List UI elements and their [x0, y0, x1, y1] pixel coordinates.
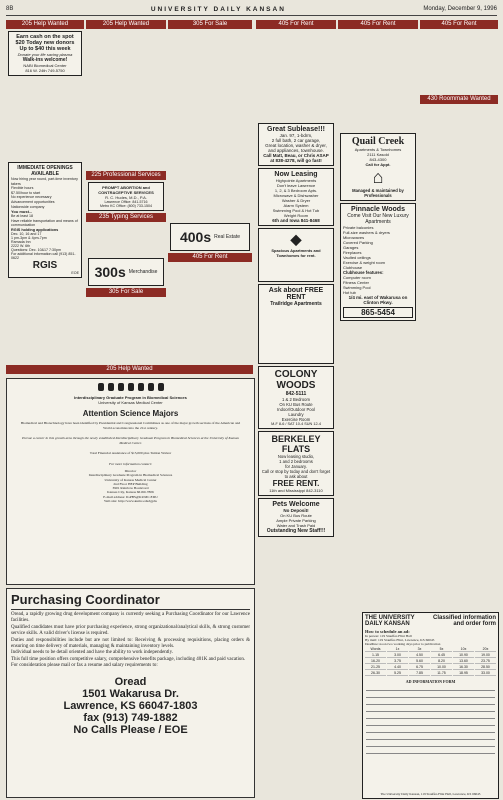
form-title: Classified information and order form [432, 615, 496, 627]
howto-line: By mail: 119 Stauffer-Flint, Lawrence, KS 66045 [365, 638, 435, 642]
sublease-ad [258, 123, 334, 166]
prompt-name: R. C. Hudes, M.D., P.A. [105, 195, 147, 200]
rgis-phone: For additional information call (913) 851-0622 [11, 251, 76, 260]
merchandise-banner [88, 258, 164, 286]
nabi-line-4: Donate your life saving plasma [17, 52, 73, 57]
pinnacle-ext: Swimming Pool [343, 285, 371, 290]
rates-cell: 19.00 [475, 653, 496, 658]
rates-cell: 3.00 [387, 653, 408, 658]
pinnacle-woods-ad [340, 203, 416, 321]
rates-cell: 5.60 [409, 659, 430, 664]
berkeley-line: Now leasing studio, [277, 454, 315, 459]
rates-col-header: Words [365, 647, 386, 652]
form-line[interactable] [366, 741, 495, 747]
purchasing-title: Purchasing Coordinator [11, 592, 160, 607]
pets-hiring: Outstanding New Staff!!! [266, 528, 326, 534]
rgis-line-1: Now hiring year round, part-time inventory takers [11, 177, 78, 186]
leasing-line: Weight Room [283, 213, 309, 218]
attention-ad [6, 378, 255, 585]
rates-cell: 26-30 [365, 671, 386, 676]
form-line[interactable] [366, 685, 495, 691]
pinnacle-title: Pinnacle Woods [351, 206, 405, 213]
pinnacle-come: Come Visit Our New Luxury Apartments [347, 213, 409, 225]
roommate-header: 430 Roommate Wanted [420, 95, 498, 104]
trailridge-logo-icon: ◆ [290, 231, 302, 247]
purchasing-addr-2: Lawrence, KS 66047-1803 [63, 699, 198, 712]
rates-col-header: 3x [409, 647, 430, 652]
quail-sub: Apartments & Townhomes [354, 147, 402, 152]
purchasing-p1: Oread, a rapidly growing drug development company is currently seeking a Purchasing Coordinator for our Lawrence facilities. [11, 612, 250, 624]
spacious-ad [258, 228, 334, 282]
rates-cell: 4.40 [387, 665, 408, 670]
prompt-title: PROMPT ABORTION and CONTRACEPTIVE SERVICES [98, 185, 154, 195]
quail-title: Quail Creek [351, 136, 405, 147]
ask-sub: Trailridge Apartments [270, 301, 322, 307]
rates-cell: 1-15 [365, 653, 386, 658]
colony-hours: M-F 8-6 / SAT 10-4 SUN 12-4 [271, 422, 321, 426]
column-help-wanted-1 [6, 20, 84, 360]
berkeley-title: BERKELEY FLATS [271, 434, 321, 454]
form-line[interactable] [366, 727, 495, 733]
rgis-line-3: $7.50/hour to start [11, 190, 41, 195]
rgis-title: IMMEDIATE OPENINGS AVAILABLE [17, 165, 73, 177]
nabi-line-5: Walk-ins welcome! [22, 57, 68, 63]
masthead [6, 3, 497, 16]
section-header: 205 Help Wanted [86, 20, 166, 29]
rates-col-header: 10x [453, 647, 474, 652]
section-header: 205 Help Wanted [6, 20, 84, 29]
berkeley-line: 1 and 2 bedrooms [279, 459, 313, 464]
prompt-phone: Lawrence Office: 841-5716 [104, 200, 148, 204]
trailridge-ad [258, 284, 334, 364]
pinnacle-ext: Fitness Center [343, 280, 370, 285]
colony-woods-ad [258, 366, 334, 429]
pets-sub: No Deposit! [283, 508, 309, 513]
colony-title: COLONY WOODS [274, 369, 318, 391]
rates-cell: 28.50 [475, 665, 496, 670]
prompt-abortion-ad [88, 182, 164, 211]
rgis-address: 2222 W. 6th [11, 243, 31, 248]
leasing-line: Alarm System [283, 203, 309, 208]
contact-line: 3901 Rainbow Boulevard [112, 486, 149, 491]
contact-line: Web site: http://www.kumc.edu/igpbs [104, 499, 157, 504]
purchasing-p3: Duties and responsibilities include but are not limited to: Receiving & processing requisitions, placing orders & ensuring on time delivery of materials, managing & maintaining inventory levels. [11, 637, 250, 650]
nabi-line-3: Up to $40 this week [19, 46, 71, 52]
attention-body-1: Biomedical and Biotechnology have been identified by Presidential and Congressional Committees as one of the major growth sections of the American and World economies into the 21st century. [20, 421, 241, 430]
classified-text-block [168, 29, 252, 221]
colony-line: Indoor/Outdoor Pool [277, 407, 315, 412]
rates-cell: 7.85 [409, 671, 430, 676]
berkeley-flats-ad [258, 431, 334, 496]
rgis-sessions: RGIS holding applications [11, 227, 59, 232]
rgis-line-5: Advancement opportunities [11, 199, 55, 204]
form-line[interactable] [366, 699, 495, 705]
rgis-line-4: No experience necessary [11, 195, 52, 200]
howto-line: In person: 119 Stauffer-Flint Hall [365, 634, 412, 638]
rates-cell: 21-25 [365, 665, 386, 670]
purchasing-p4: Individual needs to be detail oriented and have the ability to work independently. [11, 650, 173, 656]
colony-phone: 842-5111 [285, 391, 307, 397]
rates-table [363, 646, 498, 677]
pinnacle-line: Microwaves [343, 235, 365, 240]
rates-cell: 6.75 [409, 665, 430, 670]
contact-line: University of Kansas Medical Center [104, 477, 157, 482]
leasing-line: Don't leave Lawrence [276, 183, 316, 188]
classified-text-block [338, 29, 418, 131]
form-line[interactable] [366, 713, 495, 719]
rgis-req-1: Be at least 18 [11, 214, 33, 219]
berkeley-address: 11th and Mississippi 842-3110 [269, 488, 323, 493]
rgis-line-6: Nationwide company [11, 204, 45, 209]
house-icon: ⌂ [372, 167, 384, 187]
colony-line: Laundry [288, 412, 304, 417]
rgis-line-2: Flexible hours [11, 186, 34, 191]
rates-cell: 33.00 [475, 671, 496, 676]
attention-body-2: Pursue a career in this growth area through the newly established Interdisciplinary Graduate Program in Biomedical Sciences at the University of Kansas Medical Center. [22, 436, 239, 445]
form-line[interactable] [366, 734, 495, 740]
pinnacle-line: Clubhouse [343, 265, 363, 270]
paper-name: UNIVERSITY DAILY KANSAN [150, 5, 286, 13]
purchasing-ad [6, 588, 255, 798]
column-for-rent-3 [420, 20, 498, 610]
merchandise-label: Merchandise [128, 269, 158, 275]
attention-title: Attention Science Majors [82, 409, 179, 418]
rates-cell: 16.30 [453, 665, 474, 670]
howto-line: Deadline: noon two working days prior to publication [365, 642, 441, 646]
berkeley-call: Call or stop by today and don't forget to ask about [261, 469, 331, 479]
classified-text-block [420, 104, 498, 586]
column-for-rent-1 [256, 20, 336, 796]
pinnacle-ext: Hot tub [343, 290, 356, 295]
leasing-line: Microwave & Dishwasher [273, 193, 319, 198]
classified-text-block [420, 29, 498, 95]
leasing-address: 6th and Iowa 841-8468 [272, 218, 320, 223]
rates-cell: 10.90 [453, 653, 474, 658]
pinnacle-features: Clubhouse features: [343, 270, 384, 275]
rgis-call: Questions: Dec. 10&17 7:30pm [11, 247, 61, 252]
quail-call: Call for Appt. [365, 162, 391, 167]
rgis-ad [8, 162, 82, 278]
form-line[interactable] [366, 706, 495, 712]
contact-line: Director [124, 469, 137, 473]
pinnacle-line: Vaulted ceilings [343, 255, 371, 260]
column-for-sale [168, 20, 252, 360]
pinnacle-line: Full-size washers & dryers [343, 230, 390, 235]
quail-managed: Managed & maintained by Professionals [352, 188, 404, 198]
rgis-eoe: EOE [71, 270, 79, 275]
contact-line: 2nd Floor HEP Building [113, 481, 148, 486]
purchasing-note: No Calls Please / EOE [73, 723, 188, 736]
pinnacle-line: Covered Parking [343, 240, 373, 245]
kansan-logo: THE UNIVERSITY DAILY KANSAN [365, 615, 415, 627]
rates-cell: 3.75 [387, 659, 408, 664]
nabi-line-1: Earn cash on the spot [16, 34, 74, 40]
howto-heading: How to schedule an ad: [365, 629, 410, 634]
quail-phone: 843-4300 [369, 157, 387, 162]
section-header: 405 For Rent [420, 20, 498, 29]
classified-text-block [86, 222, 166, 256]
form-line[interactable] [366, 692, 495, 698]
section-header: 405 For Rent [256, 20, 336, 29]
rgis-logo: RGIS [32, 259, 58, 271]
form-line[interactable] [366, 720, 495, 726]
nabi-line-7: 816 W. 24th 749-5750 [25, 68, 65, 73]
rates-cell: 5.25 [387, 671, 408, 676]
help-wanted-bar [6, 365, 253, 374]
colony-line: 1 & 2 Bedroom [282, 397, 310, 402]
pets-line: On KU Bus Route [280, 513, 312, 518]
rates-cell: 6.45 [431, 653, 452, 658]
form-footer: The University Daily Kansan, 119 Stauffer-Flint Hall, Lawrence, KS 66045 [380, 792, 481, 796]
issue-date: Monday, December 9, 1996 [423, 6, 497, 12]
merchandise-number: 300s [94, 264, 126, 280]
pets-line: Ample Private Parking [276, 518, 316, 523]
leasing-line: Swimming Pool & Hot Tub [272, 208, 320, 213]
section-header: 405 For Rent [338, 20, 418, 29]
pets-title: Pets Welcome [272, 501, 320, 508]
for-rent-header: 405 For Rent [168, 253, 252, 262]
spacious-title: Spacious Apartments and Townhomes for rent. [271, 248, 321, 258]
pinnacle-line: Private balconies [343, 225, 374, 230]
real-estate-banner [170, 223, 250, 251]
ask-title: Ask about FREE RENT [268, 287, 324, 301]
leasing-line: 1, 2, & 3 Bedroom Apts. [274, 188, 318, 193]
sublease-line-3: Great location, washer & dryer, and appliances, townhouse. [265, 143, 327, 153]
attention-dept: Interdisciplinary Graduate Program in Biomedical Sciences [74, 395, 187, 400]
purchasing-p2: Qualified candidates must have prior purchasing experience, strong organizational/analytical skills, & strong customer service skills. A valid driver's license is required. [11, 624, 250, 637]
attention-body-4: For more information contact: [109, 461, 152, 466]
rates-cell: 8.20 [431, 659, 452, 664]
quail-address: 2111 Kasold [367, 152, 389, 157]
purchasing-fax: fax (913) 749-1882 [83, 711, 178, 724]
sublease-line-2: 2 full bath, 2 car garage, [271, 138, 321, 143]
attention-contact [7, 469, 254, 503]
contact-line: Kansas City, Kansas 66160-7806 [107, 490, 154, 495]
berkeley-free: FREE RENT. [272, 479, 320, 488]
help-wanted-bar-label: 205 Help Wanted [106, 366, 153, 372]
purchasing-p5: This full time position offers competitive salary, comprehensive benefits package, including 401K and paid vacation. [11, 656, 246, 662]
leasing-title: Now Leasing [274, 171, 318, 178]
classified-text-block [256, 29, 336, 121]
classified-text-block [86, 29, 166, 171]
rates-cell: 4.50 [409, 653, 430, 658]
purchasing-addr-1: 1501 Wakarusa Dr. [82, 687, 179, 700]
column-help-wanted-2 [86, 20, 166, 360]
rates-cell: 10.00 [431, 665, 452, 670]
rates-cell: 16-20 [365, 659, 386, 664]
colony-line: Exercise Room [281, 417, 311, 422]
colony-line: On KU Bus Route [279, 402, 313, 407]
pets-ad [258, 498, 334, 537]
rates-cell: 13.60 [453, 659, 474, 664]
rgis-req-2: Have reliable transportation and means of communication [11, 218, 78, 228]
sublease-line-1: Jan. 97, 1-bdrm, [279, 133, 313, 138]
page-number: 8B [6, 6, 14, 12]
rates-cell: 23.75 [475, 659, 496, 664]
rates-col-header: 1x [387, 647, 408, 652]
contact-line: Interdisciplinary Graduate Program in Biomedical Sciences [88, 473, 173, 478]
rates-cell: 18.95 [453, 671, 474, 676]
pinnacle-phone: 865-5454 [343, 307, 413, 318]
sublease-title: Great Sublease!!! [267, 126, 325, 133]
pinnacle-line: Fireplaces [343, 250, 362, 255]
section-header: 305 For Sale [168, 20, 252, 29]
pets-line: Water and Trash Paid [276, 523, 316, 528]
pinnacle-ext: Computer room [343, 275, 371, 280]
leasing-line: Highpointe Apartments [275, 178, 317, 183]
berkeley-line: for January. [285, 464, 307, 469]
attention-body-3: Total Financial Assistance of $15,000 plus Tuition Waiver [89, 451, 172, 455]
pinnacle-line: Garages [343, 245, 359, 250]
rates-cell: 11.75 [431, 671, 452, 676]
rates-col-header: 20x [475, 647, 496, 652]
rgis-location: Ramada Inn [11, 239, 31, 244]
professional-services-header: 225 Professional Services [86, 171, 166, 180]
nabi-line-6: NABI Biomedical Center [23, 63, 67, 68]
highpointe-ad [258, 168, 334, 226]
typing-services-header: 235 Typing Services [86, 213, 166, 222]
nabi-line-2: $20 Today new donors [15, 40, 75, 46]
rgis-date-1: Dec. 10, 16 and 17 [11, 231, 42, 236]
form-line[interactable] [366, 748, 495, 754]
purchasing-company: Oread [114, 675, 147, 688]
ad-form-fields[interactable] [363, 685, 498, 754]
pinnacle-location: 1/4 mi. east of Wakarusa on Clinton Pkwy. [348, 295, 408, 305]
contact-line: E-mail address: IGPBS@KUMC.EDU [103, 494, 158, 499]
prompt-phone-2: Metro KC Office: (800) 733-1504 [99, 204, 153, 208]
igpbs-logo [7, 383, 254, 391]
classified-text-block [6, 78, 84, 160]
pinnacle-line: Exercise & weight room [343, 260, 386, 265]
attention-dept-2: University of Kansas Medical Center [98, 400, 163, 405]
classified-order-form [362, 612, 499, 799]
purchasing-p6: For consideration please mail or fax a resume and salary requirements to: [11, 663, 158, 669]
real-estate-label: Real Estate [214, 234, 240, 240]
rgis-date-2: 1 pm-3pm & 4pm-7pm [11, 235, 47, 240]
real-estate-number: 400s [179, 229, 212, 245]
leasing-line: Washer & Dryer [281, 198, 311, 203]
ad-form-title: AD INFORMATION FORM [405, 679, 456, 684]
rgis-must: You must... [11, 209, 33, 215]
rates-col-header: 5x [431, 647, 452, 652]
for-sale-header: 305 For Sale [86, 288, 166, 297]
nabi-ad [8, 31, 82, 76]
column-for-rent-2 [338, 20, 418, 610]
quail-creek-ad [340, 133, 416, 201]
sublease-call: Call Matt, Beau, or Chris ASAP at 838-4278, will go fast! [263, 153, 329, 163]
